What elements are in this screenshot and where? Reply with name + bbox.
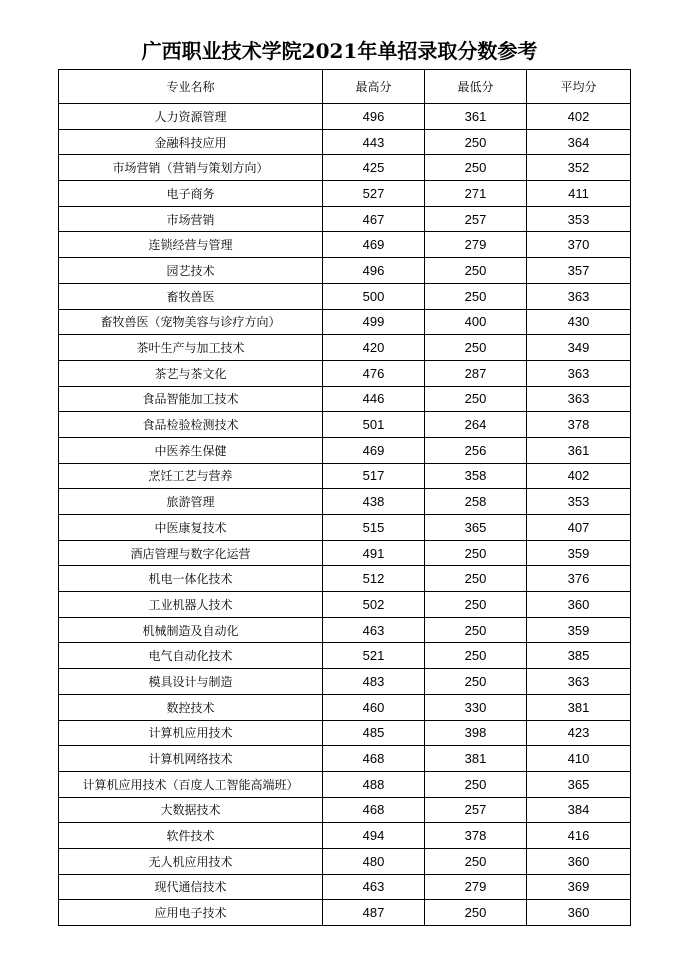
table-row (59, 283, 631, 309)
min-score-cell: 250 (425, 540, 527, 566)
avg-score-cell: 352 (527, 155, 631, 181)
table-row (59, 104, 631, 130)
min-score-cell: 250 (425, 617, 527, 643)
major-name-cell: 工业机器人技术 (59, 592, 323, 618)
avg-score-cell: 360 (527, 592, 631, 618)
avg-score-cell: 360 (527, 848, 631, 874)
max-score-cell: 438 (323, 489, 425, 515)
major-name-cell: 计算机网络技术 (59, 746, 323, 772)
min-score-cell: 250 (425, 592, 527, 618)
major-name-cell: 机电一体化技术 (59, 566, 323, 592)
max-score-cell: 521 (323, 643, 425, 669)
table-row (59, 463, 631, 489)
table-row (59, 489, 631, 515)
max-score-cell: 463 (323, 874, 425, 900)
max-score-cell: 420 (323, 335, 425, 361)
table-row (59, 360, 631, 386)
table-row (59, 771, 631, 797)
min-score-cell: 400 (425, 309, 527, 335)
page-title: 广西职业技术学院2021年单招录取分数参考 (141, 39, 538, 63)
min-score-cell: 250 (425, 258, 527, 284)
max-score-cell: 488 (323, 771, 425, 797)
avg-score-cell: 359 (527, 540, 631, 566)
min-score-cell: 250 (425, 129, 527, 155)
table-row (59, 874, 631, 900)
min-score-cell: 250 (425, 643, 527, 669)
max-score-cell: 491 (323, 540, 425, 566)
major-name-cell: 机械制造及自动化 (59, 617, 323, 643)
min-score-cell: 365 (425, 515, 527, 541)
major-name-cell: 大数据技术 (59, 797, 323, 823)
table-row (59, 746, 631, 772)
max-score-cell: 494 (323, 823, 425, 849)
min-score-cell: 256 (425, 437, 527, 463)
avg-score-cell: 363 (527, 386, 631, 412)
avg-score-cell: 384 (527, 797, 631, 823)
min-score-cell: 330 (425, 694, 527, 720)
major-name-cell: 食品智能加工技术 (59, 386, 323, 412)
max-score-cell: 469 (323, 437, 425, 463)
avg-score-cell: 349 (527, 335, 631, 361)
avg-score-cell: 411 (527, 181, 631, 207)
max-score-cell: 485 (323, 720, 425, 746)
max-score-cell: 425 (323, 155, 425, 181)
table-row (59, 823, 631, 849)
avg-score-cell: 369 (527, 874, 631, 900)
max-score-cell: 499 (323, 309, 425, 335)
max-score-cell: 501 (323, 412, 425, 438)
max-score-cell: 500 (323, 283, 425, 309)
avg-score-cell: 378 (527, 412, 631, 438)
avg-score-cell: 381 (527, 694, 631, 720)
major-name-cell: 软件技术 (59, 823, 323, 849)
major-name-cell: 市场营销 (59, 206, 323, 232)
max-score-cell: 527 (323, 181, 425, 207)
avg-score-cell: 423 (527, 720, 631, 746)
avg-score-cell: 385 (527, 643, 631, 669)
min-score-cell: 257 (425, 797, 527, 823)
avg-score-cell: 363 (527, 283, 631, 309)
avg-score-cell: 370 (527, 232, 631, 258)
avg-score-cell: 402 (527, 104, 631, 130)
table-row (59, 437, 631, 463)
table-row (59, 669, 631, 695)
max-score-cell: 443 (323, 129, 425, 155)
major-name-cell: 畜牧兽医 (59, 283, 323, 309)
major-name-cell: 畜牧兽医（宠物美容与诊疗方向） (59, 309, 323, 335)
major-name-cell: 电子商务 (59, 181, 323, 207)
admission-score-table (58, 69, 631, 926)
table-row (59, 694, 631, 720)
max-score-cell: 446 (323, 386, 425, 412)
min-score-cell: 271 (425, 181, 527, 207)
max-score-cell: 468 (323, 746, 425, 772)
min-score-cell: 250 (425, 900, 527, 926)
major-name-cell: 现代通信技术 (59, 874, 323, 900)
major-name-cell: 烹饪工艺与营养 (59, 463, 323, 489)
max-score-cell: 512 (323, 566, 425, 592)
major-name-cell: 市场营销（营销与策划方向） (59, 155, 323, 181)
max-score-cell: 460 (323, 694, 425, 720)
major-name-cell: 酒店管理与数字化运营 (59, 540, 323, 566)
avg-score-cell: 353 (527, 489, 631, 515)
min-score-cell: 287 (425, 360, 527, 386)
max-score-cell: 467 (323, 206, 425, 232)
avg-score-cell: 416 (527, 823, 631, 849)
table-row (59, 515, 631, 541)
max-score-cell: 476 (323, 360, 425, 386)
max-score-cell: 469 (323, 232, 425, 258)
avg-score-cell: 353 (527, 206, 631, 232)
table-row (59, 720, 631, 746)
major-name-cell: 园艺技术 (59, 258, 323, 284)
min-score-cell: 250 (425, 669, 527, 695)
min-score-cell: 250 (425, 155, 527, 181)
major-name-cell: 电气自动化技术 (59, 643, 323, 669)
major-name-cell: 计算机应用技术（百度人工智能高端班） (59, 771, 323, 797)
header-avg-score: 平均分 (527, 70, 631, 104)
avg-score-cell: 359 (527, 617, 631, 643)
max-score-cell: 515 (323, 515, 425, 541)
table-row (59, 797, 631, 823)
header-min-score: 最低分 (425, 70, 527, 104)
min-score-cell: 358 (425, 463, 527, 489)
max-score-cell: 468 (323, 797, 425, 823)
major-name-cell: 人力资源管理 (59, 104, 323, 130)
major-name-cell: 计算机应用技术 (59, 720, 323, 746)
min-score-cell: 258 (425, 489, 527, 515)
avg-score-cell: 430 (527, 309, 631, 335)
table-row (59, 617, 631, 643)
table-row (59, 566, 631, 592)
table-row (59, 232, 631, 258)
major-name-cell: 茶叶生产与加工技术 (59, 335, 323, 361)
max-score-cell: 502 (323, 592, 425, 618)
major-name-cell: 模具设计与制造 (59, 669, 323, 695)
major-name-cell: 食品检验检测技术 (59, 412, 323, 438)
major-name-cell: 无人机应用技术 (59, 848, 323, 874)
min-score-cell: 250 (425, 386, 527, 412)
table-header-row (59, 70, 631, 104)
table-row (59, 848, 631, 874)
min-score-cell: 398 (425, 720, 527, 746)
avg-score-cell: 363 (527, 360, 631, 386)
max-score-cell: 496 (323, 104, 425, 130)
min-score-cell: 279 (425, 232, 527, 258)
table-row (59, 412, 631, 438)
avg-score-cell: 360 (527, 900, 631, 926)
major-name-cell: 应用电子技术 (59, 900, 323, 926)
major-name-cell: 茶艺与茶文化 (59, 360, 323, 386)
min-score-cell: 257 (425, 206, 527, 232)
table-row (59, 181, 631, 207)
max-score-cell: 480 (323, 848, 425, 874)
header-major-name: 专业名称 (59, 70, 323, 104)
min-score-cell: 264 (425, 412, 527, 438)
min-score-cell: 250 (425, 335, 527, 361)
avg-score-cell: 402 (527, 463, 631, 489)
avg-score-cell: 364 (527, 129, 631, 155)
table-row (59, 643, 631, 669)
max-score-cell: 517 (323, 463, 425, 489)
major-name-cell: 连锁经营与管理 (59, 232, 323, 258)
min-score-cell: 250 (425, 848, 527, 874)
min-score-cell: 279 (425, 874, 527, 900)
avg-score-cell: 376 (527, 566, 631, 592)
avg-score-cell: 357 (527, 258, 631, 284)
major-name-cell: 数控技术 (59, 694, 323, 720)
table-row (59, 386, 631, 412)
table-row (59, 900, 631, 926)
table-row (59, 540, 631, 566)
major-name-cell: 中医康复技术 (59, 515, 323, 541)
max-score-cell: 496 (323, 258, 425, 284)
max-score-cell: 483 (323, 669, 425, 695)
major-name-cell: 旅游管理 (59, 489, 323, 515)
min-score-cell: 361 (425, 104, 527, 130)
avg-score-cell: 363 (527, 669, 631, 695)
table-row (59, 309, 631, 335)
table-row (59, 206, 631, 232)
avg-score-cell: 407 (527, 515, 631, 541)
min-score-cell: 250 (425, 771, 527, 797)
table-row (59, 258, 631, 284)
max-score-cell: 463 (323, 617, 425, 643)
min-score-cell: 378 (425, 823, 527, 849)
major-name-cell: 金融科技应用 (59, 129, 323, 155)
avg-score-cell: 361 (527, 437, 631, 463)
header-max-score: 最高分 (323, 70, 425, 104)
table-row (59, 592, 631, 618)
min-score-cell: 250 (425, 283, 527, 309)
table-row (59, 155, 631, 181)
min-score-cell: 250 (425, 566, 527, 592)
table-row (59, 335, 631, 361)
table-row (59, 129, 631, 155)
max-score-cell: 487 (323, 900, 425, 926)
major-name-cell: 中医养生保健 (59, 437, 323, 463)
min-score-cell: 381 (425, 746, 527, 772)
avg-score-cell: 365 (527, 771, 631, 797)
avg-score-cell: 410 (527, 746, 631, 772)
table-body (59, 104, 631, 926)
